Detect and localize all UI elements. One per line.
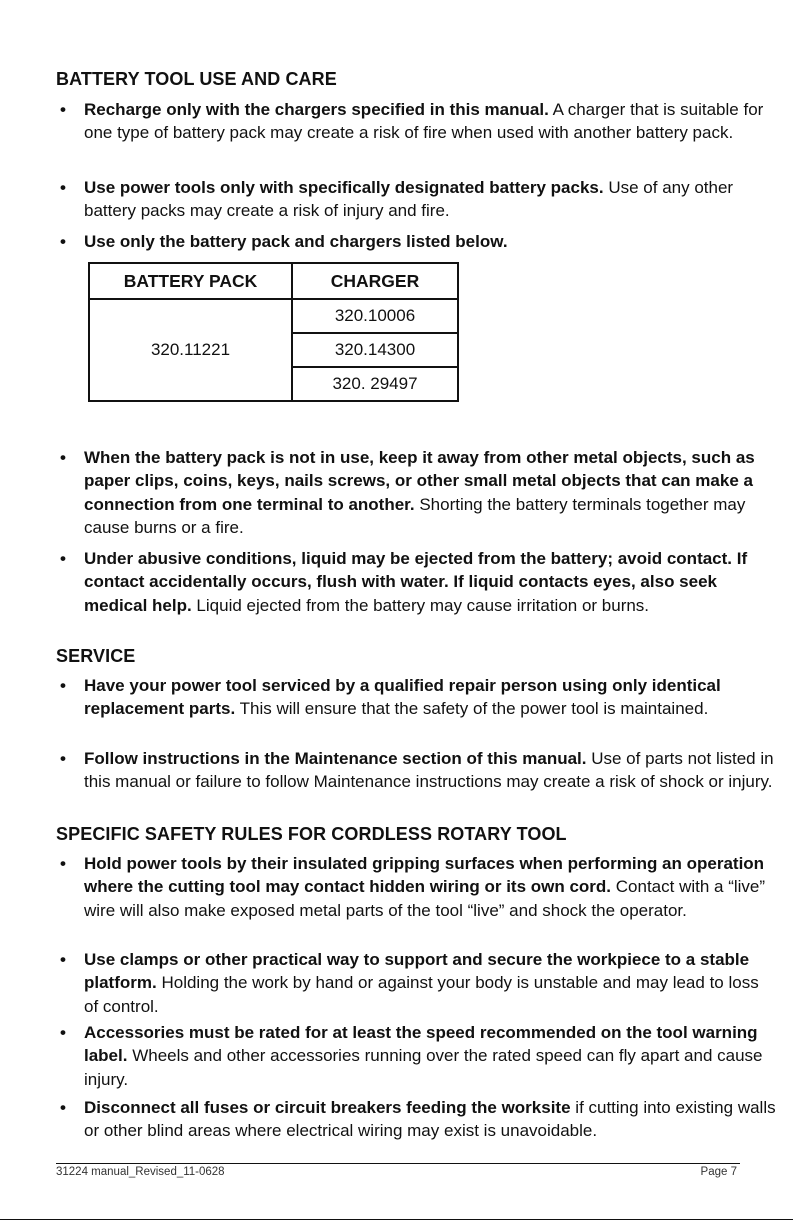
bullet-icon: • [60,100,66,119]
list-item [60,1096,784,1143]
bullet-icon: • [60,950,66,969]
item-bold-text: Under abusive conditions, liquid may be ejected from the battery; avoid contact. If contact accidentally occurs, flush with water. If liquid contacts eyes, also seek medical help. [84,549,748,615]
table-header-row [89,263,458,299]
section-heading-battery-tool-use: BATTERY TOOL USE AND CARE [56,69,337,89]
item-text: Liquid ejected from the battery may cause irritation or burns. [191,595,650,615]
bullet-icon: • [60,448,66,467]
bullet-icon: • [60,676,66,695]
item-text: Wheels and other accessories running over the rated speed can fly apart and cause injury. [84,1046,763,1089]
list-item [60,98,774,145]
item-bold-text: Accessories must be rated for at least the speed recommended on the tool warning label. [84,1023,758,1066]
item-text: This will ensure that the safety of the power tool is maintained. [235,699,709,719]
list-item [60,547,774,617]
item-text: Use of parts not listed in this manual or failure to follow Maintenance instructions may create a risk of shock or injury. [84,749,774,792]
bullet-icon: • [60,178,66,197]
item-text: if cutting into existing walls or other blind areas where electrical wiring may exist is unavoidable. [84,1098,776,1141]
item-text: Contact with a “live” wire will also make exposed metal parts of the tool “live” and shock the operator. [84,877,766,920]
item-bold-text: Use clamps or other practical way to support and secure the workpiece to a stable platform. [84,950,750,993]
list-item [60,176,774,223]
item-bold-text: Follow instructions in the Maintenance section of this manual. [84,749,587,768]
item-bold-text: Hold power tools by their insulated gripping surfaces when performing an operation where the cutting tool may contact hidden wiring or its own cord. [84,854,765,897]
item-bold-text: Disconnect all fuses or circuit breakers feeding the worksite [84,1098,571,1117]
section-heading-service: SERVICE [56,646,136,666]
column-header-battery-pack: BATTERY PACK [89,263,292,299]
section-heading-specific-safety-rules: SPECIFIC SAFETY RULES FOR CORDLESS ROTARY TOOL [56,824,567,844]
list-item [60,446,774,540]
charger-cell: 320.14300 [292,333,458,367]
page-bottom-divider [0,1219,793,1220]
item-bold-text: When the battery pack is not in use, keep it away from other metal objects, such as paper clips, coins, keys, nails screws, or other small metal objects that can make a connection from one terminal to another. [84,448,755,514]
item-text: Holding the work by hand or against your body is unstable and may lead to loss of control. [84,973,759,1016]
item-text: A charger that is suitable for one type of battery pack may create a risk of fire when used with another battery pack. [84,100,764,143]
list-item [60,674,774,721]
item-text: Use of any other battery packs may create a risk of injury and fire. [84,178,734,221]
list-item [60,852,774,922]
list-item [60,1021,774,1091]
list-item [60,230,774,253]
bullet-icon: • [60,549,66,568]
list-item [60,948,774,1018]
charger-cell: 320. 29497 [292,367,458,401]
battery-charger-table [88,262,459,402]
column-header-charger: CHARGER [292,263,458,299]
item-text: Shorting the battery terminals together may cause burns or a fire. [84,494,746,538]
list-item [60,747,774,794]
bullet-icon: • [60,749,66,768]
table-row [89,299,458,333]
footer-document-id: 31224 manual_Revised_11-0628 [56,1166,225,1178]
item-bold-text: Recharge only with the chargers specified in this manual. [84,100,549,119]
battery-pack-cell: 320.11221 [89,299,292,401]
page-number: Page 7 [700,1166,737,1178]
bullet-icon: • [60,232,66,251]
item-bold-text: Use power tools only with specifically designated battery packs. [84,178,604,197]
item-bold-text: Have your power tool serviced by a qualified repair person using only identical replacement parts. [84,676,721,719]
footer-divider [56,1163,740,1164]
bullet-icon: • [60,1023,66,1042]
charger-cell: 320.10006 [292,299,458,333]
bullet-icon: • [60,854,66,873]
bullet-icon: • [60,1098,66,1117]
item-bold-text: Use only the battery pack and chargers listed below. [84,232,508,251]
